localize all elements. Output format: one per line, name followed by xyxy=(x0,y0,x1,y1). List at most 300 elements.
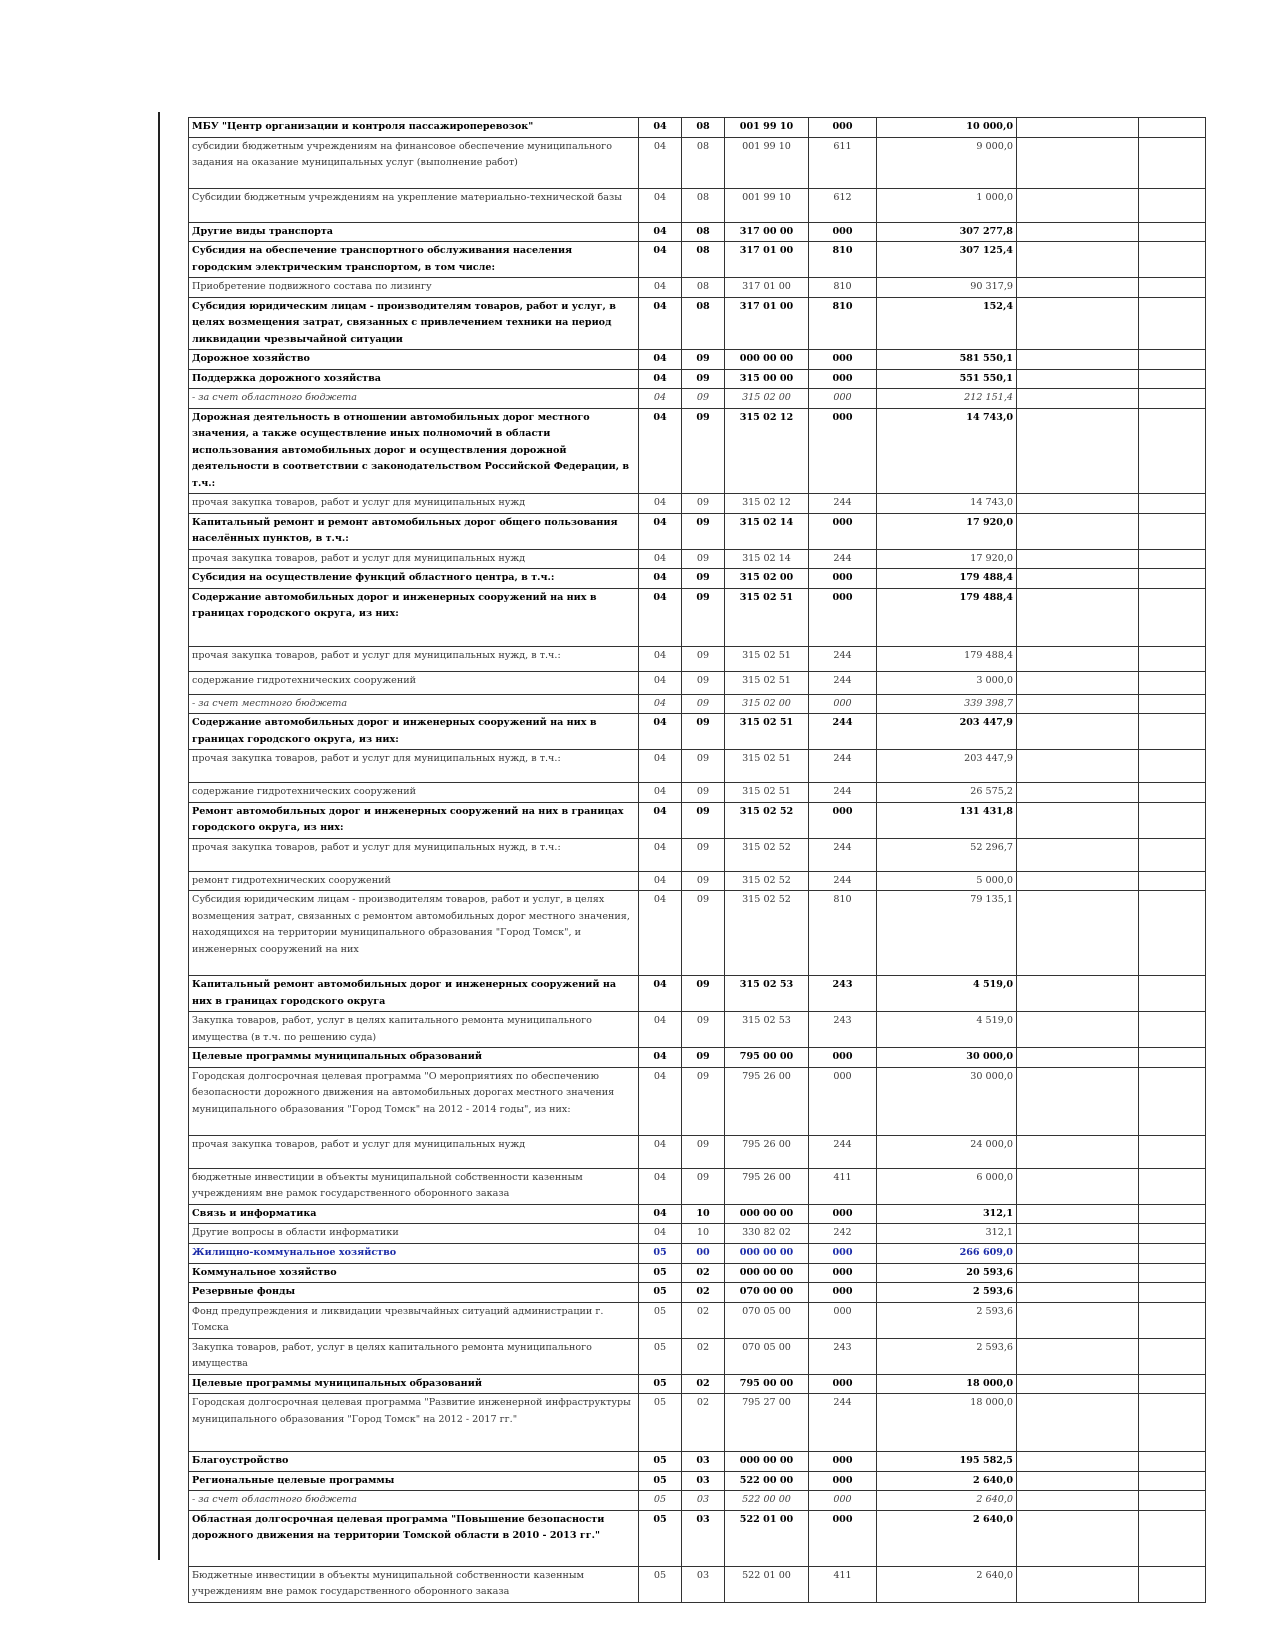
row-amount-cell: 203 447,9 xyxy=(877,750,1017,783)
row-target-article-cell: 522 01 00 xyxy=(725,1510,809,1566)
row-name-cell: Резервные фонды xyxy=(189,1283,639,1303)
row-expense-type-cell: 810 xyxy=(809,297,877,350)
row-amount-cell: 203 447,9 xyxy=(877,714,1017,750)
table-row xyxy=(189,297,1206,350)
row-section-code-cell: 05 xyxy=(639,1263,682,1283)
row-section-code-cell: 05 xyxy=(639,1283,682,1303)
row-amount-cell: 10 000,0 xyxy=(877,118,1017,138)
row-expense-type-cell: 244 xyxy=(809,714,877,750)
row-section-code-cell: 04 xyxy=(639,137,682,188)
row-expense-type-cell: 000 xyxy=(809,222,877,242)
row-section-code-cell: 04 xyxy=(639,871,682,891)
table-row xyxy=(189,549,1206,569)
row-target-article-cell: 001 99 10 xyxy=(725,188,809,222)
row-name-cell: Коммунальное хозяйство xyxy=(189,1263,639,1283)
row-empty-column-cell xyxy=(1017,714,1139,750)
row-section-code-cell: 05 xyxy=(639,1338,682,1374)
row-empty-column-cell xyxy=(1017,369,1139,389)
row-empty-column-cell xyxy=(1017,838,1139,871)
row-subsection-code-cell: 09 xyxy=(682,408,725,494)
row-target-article-cell: 795 26 00 xyxy=(725,1067,809,1135)
row-amount-cell: 2 640,0 xyxy=(877,1566,1017,1602)
row-empty-column-cell xyxy=(1017,588,1139,646)
budget-table-body xyxy=(189,118,1206,1603)
row-empty-column-cell xyxy=(1017,671,1139,694)
row-truncated-column-cell xyxy=(1139,588,1206,646)
row-expense-type-cell: 000 xyxy=(809,802,877,838)
row-subsection-code-cell: 00 xyxy=(682,1243,725,1263)
row-section-code-cell: 05 xyxy=(639,1471,682,1491)
row-amount-cell: 18 000,0 xyxy=(877,1394,1017,1452)
row-subsection-code-cell: 02 xyxy=(682,1394,725,1452)
row-section-code-cell: 04 xyxy=(639,1204,682,1224)
row-section-code-cell: 04 xyxy=(639,1012,682,1048)
row-section-code-cell: 04 xyxy=(639,118,682,138)
row-target-article-cell: 317 01 00 xyxy=(725,242,809,278)
row-expense-type-cell: 244 xyxy=(809,838,877,871)
row-truncated-column-cell xyxy=(1139,1566,1206,1602)
row-subsection-code-cell: 08 xyxy=(682,222,725,242)
row-truncated-column-cell xyxy=(1139,278,1206,298)
row-name-cell: МБУ "Центр организации и контроля пассажироперевозок" xyxy=(189,118,639,138)
row-section-code-cell: 04 xyxy=(639,646,682,671)
row-subsection-code-cell: 09 xyxy=(682,783,725,803)
row-empty-column-cell xyxy=(1017,871,1139,891)
row-subsection-code-cell: 02 xyxy=(682,1283,725,1303)
row-name-cell: Жилищно-коммунальное хозяйство xyxy=(189,1243,639,1263)
row-truncated-column-cell xyxy=(1139,188,1206,222)
row-empty-column-cell xyxy=(1017,1302,1139,1338)
row-subsection-code-cell: 09 xyxy=(682,802,725,838)
row-amount-cell: 52 296,7 xyxy=(877,838,1017,871)
row-truncated-column-cell xyxy=(1139,1135,1206,1168)
row-section-code-cell: 04 xyxy=(639,494,682,514)
row-empty-column-cell xyxy=(1017,802,1139,838)
row-expense-type-cell: 000 xyxy=(809,1510,877,1566)
row-subsection-code-cell: 09 xyxy=(682,369,725,389)
row-amount-cell: 312,1 xyxy=(877,1204,1017,1224)
table-row xyxy=(189,1067,1206,1135)
row-target-article-cell: 315 02 52 xyxy=(725,891,809,976)
row-section-code-cell: 05 xyxy=(639,1510,682,1566)
row-target-article-cell: 795 26 00 xyxy=(725,1135,809,1168)
row-name-cell: - за счет местного бюджета xyxy=(189,694,639,714)
row-subsection-code-cell: 09 xyxy=(682,838,725,871)
row-target-article-cell: 000 00 00 xyxy=(725,1263,809,1283)
table-row xyxy=(189,1452,1206,1472)
table-row xyxy=(189,1012,1206,1048)
row-subsection-code-cell: 03 xyxy=(682,1510,725,1566)
row-subsection-code-cell: 09 xyxy=(682,1067,725,1135)
row-truncated-column-cell xyxy=(1139,1204,1206,1224)
row-amount-cell: 14 743,0 xyxy=(877,408,1017,494)
row-name-cell: прочая закупка товаров, работ и услуг для муниципальных нужд xyxy=(189,494,639,514)
row-subsection-code-cell: 03 xyxy=(682,1566,725,1602)
row-target-article-cell: 315 02 51 xyxy=(725,646,809,671)
row-expense-type-cell: 612 xyxy=(809,188,877,222)
row-target-article-cell: 070 00 00 xyxy=(725,1283,809,1303)
row-truncated-column-cell xyxy=(1139,350,1206,370)
row-empty-column-cell xyxy=(1017,1067,1139,1135)
row-empty-column-cell xyxy=(1017,494,1139,514)
row-empty-column-cell xyxy=(1017,297,1139,350)
table-row xyxy=(189,389,1206,409)
row-subsection-code-cell: 09 xyxy=(682,1168,725,1204)
row-expense-type-cell: 000 xyxy=(809,1283,877,1303)
table-row xyxy=(189,1491,1206,1511)
row-name-cell: прочая закупка товаров, работ и услуг для муниципальных нужд, в т.ч.: xyxy=(189,750,639,783)
row-name-cell: Ремонт автомобильных дорог и инженерных сооружений на них в границах городского округа, из них: xyxy=(189,802,639,838)
row-expense-type-cell: 611 xyxy=(809,137,877,188)
row-amount-cell: 6 000,0 xyxy=(877,1168,1017,1204)
row-truncated-column-cell xyxy=(1139,1374,1206,1394)
row-subsection-code-cell: 08 xyxy=(682,118,725,138)
row-expense-type-cell: 244 xyxy=(809,783,877,803)
row-target-article-cell: 317 01 00 xyxy=(725,278,809,298)
row-target-article-cell: 315 02 52 xyxy=(725,838,809,871)
row-expense-type-cell: 000 xyxy=(809,1263,877,1283)
left-margin-line xyxy=(158,112,160,1560)
row-amount-cell: 90 317,9 xyxy=(877,278,1017,298)
table-row xyxy=(189,1243,1206,1263)
row-target-article-cell: 000 00 00 xyxy=(725,1452,809,1472)
table-row xyxy=(189,494,1206,514)
row-amount-cell: 30 000,0 xyxy=(877,1048,1017,1068)
row-name-cell: Дорожная деятельность в отношении автомобильных дорог местного значения, а также осуществление иных полномочий в области использования автомобильных дорог и осуществления дорожной деятельности в соответствии с законодательством Российской Федерации, в т.ч.: xyxy=(189,408,639,494)
table-row xyxy=(189,137,1206,188)
table-row xyxy=(189,1566,1206,1602)
row-name-cell: Областная долгосрочная целевая программа "Повышение безопасности дорожного движения на территории Томской области в 2010 - 2013 гг." xyxy=(189,1510,639,1566)
row-expense-type-cell: 000 xyxy=(809,350,877,370)
row-subsection-code-cell: 10 xyxy=(682,1224,725,1244)
table-row xyxy=(189,646,1206,671)
table-row xyxy=(189,1263,1206,1283)
row-expense-type-cell: 000 xyxy=(809,1067,877,1135)
row-empty-column-cell xyxy=(1017,1012,1139,1048)
row-subsection-code-cell: 09 xyxy=(682,646,725,671)
row-amount-cell: 195 582,5 xyxy=(877,1452,1017,1472)
row-name-cell: Содержание автомобильных дорог и инженерных сооружений на них в границах городского округа, из них: xyxy=(189,588,639,646)
row-expense-type-cell: 000 xyxy=(809,408,877,494)
row-target-article-cell: 315 02 51 xyxy=(725,588,809,646)
row-truncated-column-cell xyxy=(1139,891,1206,976)
row-subsection-code-cell: 09 xyxy=(682,714,725,750)
row-empty-column-cell xyxy=(1017,1452,1139,1472)
table-row xyxy=(189,976,1206,1012)
row-section-code-cell: 05 xyxy=(639,1452,682,1472)
row-expense-type-cell: 810 xyxy=(809,242,877,278)
row-truncated-column-cell xyxy=(1139,408,1206,494)
row-subsection-code-cell: 08 xyxy=(682,278,725,298)
row-empty-column-cell xyxy=(1017,513,1139,549)
row-target-article-cell: 001 99 10 xyxy=(725,137,809,188)
row-target-article-cell: 315 02 51 xyxy=(725,714,809,750)
row-empty-column-cell xyxy=(1017,783,1139,803)
row-empty-column-cell xyxy=(1017,891,1139,976)
row-name-cell: Субсидия на обеспечение транспортного обслуживания населения городским электрическим транспортом, в том числе: xyxy=(189,242,639,278)
row-amount-cell: 179 488,4 xyxy=(877,588,1017,646)
row-empty-column-cell xyxy=(1017,350,1139,370)
table-row xyxy=(189,369,1206,389)
row-target-article-cell: 315 02 00 xyxy=(725,389,809,409)
row-target-article-cell: 795 00 00 xyxy=(725,1048,809,1068)
row-truncated-column-cell xyxy=(1139,1224,1206,1244)
row-expense-type-cell: 244 xyxy=(809,671,877,694)
row-section-code-cell: 04 xyxy=(639,278,682,298)
row-truncated-column-cell xyxy=(1139,389,1206,409)
row-amount-cell: 2 593,6 xyxy=(877,1283,1017,1303)
table-row xyxy=(189,802,1206,838)
row-expense-type-cell: 000 xyxy=(809,1491,877,1511)
row-expense-type-cell: 000 xyxy=(809,1302,877,1338)
row-empty-column-cell xyxy=(1017,750,1139,783)
row-subsection-code-cell: 02 xyxy=(682,1302,725,1338)
row-section-code-cell: 04 xyxy=(639,549,682,569)
row-section-code-cell: 05 xyxy=(639,1374,682,1394)
row-amount-cell: 4 519,0 xyxy=(877,1012,1017,1048)
row-expense-type-cell: 411 xyxy=(809,1566,877,1602)
row-expense-type-cell: 244 xyxy=(809,1135,877,1168)
row-truncated-column-cell xyxy=(1139,714,1206,750)
row-empty-column-cell xyxy=(1017,278,1139,298)
row-empty-column-cell xyxy=(1017,1374,1139,1394)
row-subsection-code-cell: 09 xyxy=(682,750,725,783)
row-amount-cell: 24 000,0 xyxy=(877,1135,1017,1168)
row-empty-column-cell xyxy=(1017,569,1139,589)
table-row xyxy=(189,513,1206,549)
row-subsection-code-cell: 09 xyxy=(682,389,725,409)
row-subsection-code-cell: 09 xyxy=(682,1048,725,1068)
table-row xyxy=(189,242,1206,278)
row-subsection-code-cell: 09 xyxy=(682,494,725,514)
table-row xyxy=(189,750,1206,783)
row-target-article-cell: 522 01 00 xyxy=(725,1566,809,1602)
table-row xyxy=(189,838,1206,871)
table-row xyxy=(189,1048,1206,1068)
row-expense-type-cell: 244 xyxy=(809,494,877,514)
table-row xyxy=(189,1471,1206,1491)
row-name-cell: Благоустройство xyxy=(189,1452,639,1472)
row-name-cell: ремонт гидротехнических сооружений xyxy=(189,871,639,891)
row-subsection-code-cell: 09 xyxy=(682,976,725,1012)
row-expense-type-cell: 000 xyxy=(809,1374,877,1394)
row-target-article-cell: 315 02 51 xyxy=(725,783,809,803)
row-expense-type-cell: 244 xyxy=(809,549,877,569)
row-name-cell: Фонд предупреждения и ликвидации чрезвычайных ситуаций администрации г. Томска xyxy=(189,1302,639,1338)
row-empty-column-cell xyxy=(1017,1135,1139,1168)
row-name-cell: Бюджетные инвестиции в объекты муниципальной собственности казенным учреждениям вне рамок государственного оборонного заказа xyxy=(189,1566,639,1602)
row-name-cell: Субсидия юридическим лицам - производителям товаров, работ и услуг, в целях возмещения затрат, связанных с ремонтом автомобильных дорог местного значения, находящихся на территории муниципального образования "Город Томск", и инженерных сооружений на них xyxy=(189,891,639,976)
row-name-cell: прочая закупка товаров, работ и услуг для муниципальных нужд, в т.ч.: xyxy=(189,838,639,871)
row-subsection-code-cell: 09 xyxy=(682,549,725,569)
row-amount-cell: 266 609,0 xyxy=(877,1243,1017,1263)
row-expense-type-cell: 411 xyxy=(809,1168,877,1204)
row-truncated-column-cell xyxy=(1139,222,1206,242)
row-truncated-column-cell xyxy=(1139,1012,1206,1048)
row-empty-column-cell xyxy=(1017,646,1139,671)
table-row xyxy=(189,408,1206,494)
row-expense-type-cell: 000 xyxy=(809,389,877,409)
row-target-article-cell: 315 02 00 xyxy=(725,569,809,589)
row-name-cell: Дорожное хозяйство xyxy=(189,350,639,370)
row-empty-column-cell xyxy=(1017,1338,1139,1374)
row-empty-column-cell xyxy=(1017,1471,1139,1491)
table-row xyxy=(189,1338,1206,1374)
row-expense-type-cell: 000 xyxy=(809,369,877,389)
row-name-cell: Городская долгосрочная целевая программа "О мероприятиях по обеспечению безопасности дорожного движения на автомобильных дорогах местного значения муниципального образования "Город Томск" на 2012 - 2014 годы", из них: xyxy=(189,1067,639,1135)
row-amount-cell: 1 000,0 xyxy=(877,188,1017,222)
row-target-article-cell: 317 00 00 xyxy=(725,222,809,242)
row-truncated-column-cell xyxy=(1139,369,1206,389)
row-truncated-column-cell xyxy=(1139,871,1206,891)
row-section-code-cell: 04 xyxy=(639,750,682,783)
row-target-article-cell: 315 02 12 xyxy=(725,408,809,494)
row-amount-cell: 2 593,6 xyxy=(877,1338,1017,1374)
row-empty-column-cell xyxy=(1017,1510,1139,1566)
table-row xyxy=(189,1374,1206,1394)
row-target-article-cell: 315 02 51 xyxy=(725,750,809,783)
table-row xyxy=(189,891,1206,976)
row-target-article-cell: 315 02 53 xyxy=(725,976,809,1012)
row-section-code-cell: 04 xyxy=(639,408,682,494)
row-truncated-column-cell xyxy=(1139,569,1206,589)
row-subsection-code-cell: 09 xyxy=(682,671,725,694)
row-expense-type-cell: 000 xyxy=(809,588,877,646)
row-truncated-column-cell xyxy=(1139,242,1206,278)
row-expense-type-cell: 000 xyxy=(809,1243,877,1263)
row-truncated-column-cell xyxy=(1139,802,1206,838)
row-expense-type-cell: 000 xyxy=(809,569,877,589)
row-amount-cell: 312,1 xyxy=(877,1224,1017,1244)
row-section-code-cell: 04 xyxy=(639,1048,682,1068)
row-name-cell: - за счет областного бюджета xyxy=(189,1491,639,1511)
row-name-cell: Поддержка дорожного хозяйства xyxy=(189,369,639,389)
table-row xyxy=(189,118,1206,138)
row-subsection-code-cell: 09 xyxy=(682,1012,725,1048)
row-name-cell: содержание гидротехнических сооружений xyxy=(189,671,639,694)
row-subsection-code-cell: 09 xyxy=(682,1135,725,1168)
row-empty-column-cell xyxy=(1017,137,1139,188)
row-target-article-cell: 070 05 00 xyxy=(725,1338,809,1374)
row-truncated-column-cell xyxy=(1139,137,1206,188)
row-amount-cell: 131 431,8 xyxy=(877,802,1017,838)
row-amount-cell: 18 000,0 xyxy=(877,1374,1017,1394)
table-row xyxy=(189,694,1206,714)
row-target-article-cell: 315 02 51 xyxy=(725,671,809,694)
row-amount-cell: 551 550,1 xyxy=(877,369,1017,389)
row-subsection-code-cell: 03 xyxy=(682,1452,725,1472)
row-section-code-cell: 04 xyxy=(639,369,682,389)
budget-table xyxy=(188,117,1206,1603)
row-truncated-column-cell xyxy=(1139,783,1206,803)
row-truncated-column-cell xyxy=(1139,1283,1206,1303)
row-section-code-cell: 04 xyxy=(639,389,682,409)
row-amount-cell: 14 743,0 xyxy=(877,494,1017,514)
row-subsection-code-cell: 09 xyxy=(682,350,725,370)
row-amount-cell: 212 151,4 xyxy=(877,389,1017,409)
row-target-article-cell: 522 00 00 xyxy=(725,1491,809,1511)
row-truncated-column-cell xyxy=(1139,513,1206,549)
row-truncated-column-cell xyxy=(1139,1338,1206,1374)
row-subsection-code-cell: 03 xyxy=(682,1491,725,1511)
row-name-cell: Закупка товаров, работ, услуг в целях капитального ремонта муниципального имущества xyxy=(189,1338,639,1374)
row-section-code-cell: 04 xyxy=(639,350,682,370)
row-amount-cell: 2 640,0 xyxy=(877,1471,1017,1491)
row-amount-cell: 3 000,0 xyxy=(877,671,1017,694)
row-name-cell: прочая закупка товаров, работ и услуг для муниципальных нужд xyxy=(189,549,639,569)
table-row xyxy=(189,1204,1206,1224)
row-empty-column-cell xyxy=(1017,242,1139,278)
row-truncated-column-cell xyxy=(1139,1510,1206,1566)
row-empty-column-cell xyxy=(1017,1566,1139,1602)
row-subsection-code-cell: 09 xyxy=(682,569,725,589)
row-truncated-column-cell xyxy=(1139,750,1206,783)
row-target-article-cell: 000 00 00 xyxy=(725,1243,809,1263)
row-target-article-cell: 315 02 52 xyxy=(725,802,809,838)
row-name-cell: Субсидия юридическим лицам - производителям товаров, работ и услуг, в целях возмещения затрат, связанных с привлечением техники на период ликвидации чрезвычайной ситуации xyxy=(189,297,639,350)
row-subsection-code-cell: 09 xyxy=(682,871,725,891)
row-subsection-code-cell: 09 xyxy=(682,891,725,976)
table-row xyxy=(189,671,1206,694)
row-expense-type-cell: 243 xyxy=(809,1012,877,1048)
row-section-code-cell: 04 xyxy=(639,588,682,646)
row-section-code-cell: 04 xyxy=(639,802,682,838)
row-name-cell: Капитальный ремонт и ремонт автомобильных дорог общего пользования населённых пунктов, в т.ч.: xyxy=(189,513,639,549)
row-empty-column-cell xyxy=(1017,1204,1139,1224)
row-empty-column-cell xyxy=(1017,1491,1139,1511)
table-row xyxy=(189,222,1206,242)
row-target-article-cell: 315 02 53 xyxy=(725,1012,809,1048)
row-amount-cell: 30 000,0 xyxy=(877,1067,1017,1135)
row-amount-cell: 179 488,4 xyxy=(877,569,1017,589)
row-truncated-column-cell xyxy=(1139,1168,1206,1204)
row-expense-type-cell: 000 xyxy=(809,694,877,714)
row-amount-cell: 2 640,0 xyxy=(877,1510,1017,1566)
row-expense-type-cell: 000 xyxy=(809,513,877,549)
row-section-code-cell: 05 xyxy=(639,1394,682,1452)
row-amount-cell: 5 000,0 xyxy=(877,871,1017,891)
row-subsection-code-cell: 09 xyxy=(682,694,725,714)
row-expense-type-cell: 000 xyxy=(809,1048,877,1068)
row-empty-column-cell xyxy=(1017,188,1139,222)
row-expense-type-cell: 810 xyxy=(809,278,877,298)
row-name-cell: бюджетные инвестиции в объекты муниципальной собственности казенным учреждениям вне рамок государственного оборонного заказа xyxy=(189,1168,639,1204)
row-truncated-column-cell xyxy=(1139,494,1206,514)
table-row xyxy=(189,1394,1206,1452)
table-row xyxy=(189,783,1206,803)
row-section-code-cell: 04 xyxy=(639,242,682,278)
row-target-article-cell: 330 82 02 xyxy=(725,1224,809,1244)
row-truncated-column-cell xyxy=(1139,976,1206,1012)
row-amount-cell: 9 000,0 xyxy=(877,137,1017,188)
row-subsection-code-cell: 08 xyxy=(682,188,725,222)
row-empty-column-cell xyxy=(1017,549,1139,569)
row-section-code-cell: 04 xyxy=(639,222,682,242)
row-target-article-cell: 315 02 14 xyxy=(725,549,809,569)
row-section-code-cell: 05 xyxy=(639,1243,682,1263)
row-amount-cell: 17 920,0 xyxy=(877,549,1017,569)
row-target-article-cell: 522 00 00 xyxy=(725,1471,809,1491)
row-section-code-cell: 05 xyxy=(639,1491,682,1511)
row-amount-cell: 17 920,0 xyxy=(877,513,1017,549)
row-name-cell: Связь и информатика xyxy=(189,1204,639,1224)
table-row xyxy=(189,1302,1206,1338)
row-expense-type-cell: 244 xyxy=(809,750,877,783)
row-section-code-cell: 04 xyxy=(639,891,682,976)
row-target-article-cell: 315 02 14 xyxy=(725,513,809,549)
row-name-cell: прочая закупка товаров, работ и услуг для муниципальных нужд xyxy=(189,1135,639,1168)
table-row xyxy=(189,871,1206,891)
